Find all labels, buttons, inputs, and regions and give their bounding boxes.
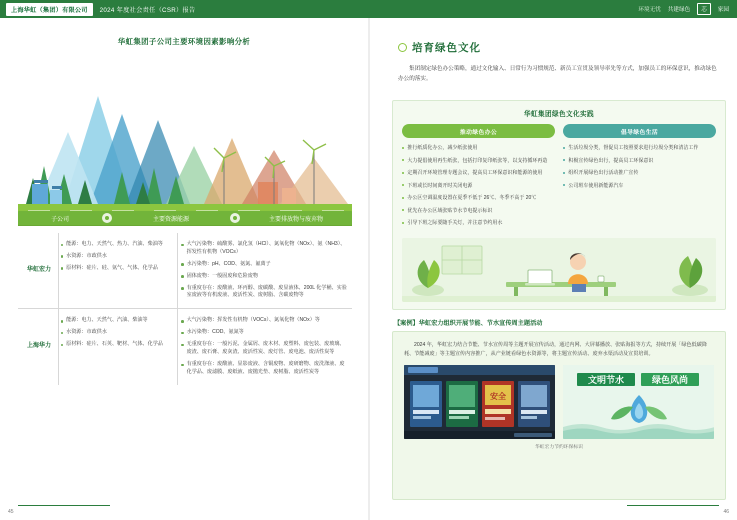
- practice-item: 公司班车使用新能源汽车: [568, 182, 624, 189]
- bullet-icon: [402, 209, 404, 211]
- row-emissions: [177, 233, 352, 308]
- bullet-icon: [181, 332, 184, 335]
- posters-photo: [404, 365, 555, 439]
- resource-item: 能源：电力、天然气、热力、汽油、柴油等: [66, 241, 163, 247]
- svg-text:绿色风尚: 绿色风尚: [651, 375, 689, 386]
- bullet-icon: [181, 320, 184, 323]
- emission-item: 有重度存在：废酸液、显影废液、含铜废物、废研磨物、废洗涤液、废化学品、废滤膜、废纸液、废抛光垫、废树脂、废活性炭等: [186, 360, 345, 375]
- emission-item: 有重度存在：废酸液、环丙醇、废碳酸、废显液体、200L 化学桶、实验室废液等有机废液、废活性炭、废树脂、含碳废物等: [186, 284, 347, 299]
- svg-text:文明节水: 文明节水: [587, 375, 625, 386]
- practice-item: 定期召开环境管理专题会议，提高员工环保意识和能源的使用: [407, 170, 543, 176]
- band-col-3: 主要排放物与废弃物: [268, 216, 323, 223]
- water-poster-photo: [563, 365, 714, 439]
- practice-item: 推行纸质化办公，减少纸张使用: [407, 145, 478, 151]
- case-figure-water: [563, 365, 714, 439]
- page-spread: [0, 18, 737, 520]
- practice-column-body: [563, 144, 716, 190]
- bullet-icon: [181, 364, 184, 367]
- resource-item: 水资源：市政供水: [66, 252, 107, 259]
- table-row: [18, 309, 352, 384]
- band-col-1: 子公司: [50, 216, 69, 223]
- illustration-svg: [18, 54, 352, 230]
- right-page: [370, 18, 737, 520]
- practice-item: 办公区空调温度设置在夏季不低于 26℃、冬季不高于 20℃: [407, 195, 537, 201]
- chart-title: 华虹集团子公司主要环境因素影响分析: [117, 37, 251, 46]
- bullet-icon: [61, 332, 64, 335]
- bullet-icon: [402, 222, 404, 224]
- practice-box-title: 华虹集团绿色文化实践: [524, 111, 594, 118]
- resource-item: 水资源：市政供水: [66, 329, 107, 336]
- office-illustration-svg: [402, 238, 716, 302]
- circle-bullet-icon: [398, 43, 407, 52]
- row-resources: [59, 233, 177, 308]
- practice-item: 生活垃圾分类，督促员工按照要求进行垃圾分类和清洁工作: [568, 145, 699, 151]
- practice-item: 引导下班之际要随手关灯，并注意节约用水: [407, 220, 503, 226]
- bullet-icon: [563, 172, 565, 174]
- bullet-icon: [61, 344, 64, 347]
- bullet-icon: [402, 172, 404, 174]
- environment-factor-table: [18, 233, 352, 385]
- row-company-name: 上海华力: [26, 343, 51, 350]
- right-page-footer: [369, 494, 737, 520]
- practice-item: 积极宣传绿色出行，提高员工环保意识: [568, 157, 654, 164]
- header-nav: [638, 3, 737, 15]
- header-nav-item-3: 芯: [697, 3, 711, 15]
- bullet-icon: [181, 244, 184, 247]
- emission-item: 无重度存在：一般污泥、金属屑、废木材、废塑料、废包装、废玻璃、废渣、废石膏、废灰渣、废活性炭、废灯管、废电池、废活性炭等: [186, 341, 345, 356]
- practice-item: 大力提倡使用再生纸张，包括打印复印纸张等，以支持循环再造: [407, 157, 548, 164]
- practice-columns: [393, 118, 725, 232]
- document-title: 2024 年度社会责任（CSR）报告: [99, 6, 196, 14]
- bullet-icon: [61, 244, 64, 247]
- practice-column-head: 推动绿色办公: [402, 124, 555, 138]
- footer-rule: [627, 505, 719, 506]
- chart-legend-band: [18, 211, 352, 225]
- emission-item: 水污染物：pH、COD、氨氮、氟离子: [186, 260, 271, 267]
- bullet-icon: [563, 184, 565, 186]
- bullet-icon: [563, 147, 565, 149]
- emission-item: 大气污染物：硫酸雾、氯化氢（HCl）、氮氧化物（NOx）、氨（NH3）、挥发性有机物（VOCs）: [186, 241, 346, 255]
- practice-item: 组织开展绿色出行活动推广宣传: [568, 170, 639, 176]
- leaf-icon: [102, 213, 112, 223]
- bullet-icon: [61, 255, 64, 258]
- band-col-2: 主要资源能源: [152, 216, 189, 223]
- bullet-icon: [61, 267, 64, 270]
- header-nav-item-1: 环境无忧: [638, 7, 661, 13]
- practice-column-office: [402, 124, 555, 232]
- row-resources: [59, 309, 177, 384]
- bullet-icon: [402, 147, 404, 149]
- environment-illustration: [18, 54, 352, 230]
- bullet-icon: [61, 320, 64, 323]
- left-page: [0, 18, 368, 520]
- row-company-name: 华虹宏力: [26, 267, 51, 274]
- practice-item: 下班或长时间离开时关闭电源: [407, 182, 473, 189]
- bullet-icon: [402, 197, 404, 199]
- resource-item: 原材料：硅片、硅、氩气、气体、化学品: [66, 264, 158, 271]
- leaf-icon-2: [230, 213, 240, 223]
- document-header-bar: [0, 0, 737, 18]
- row-emissions: [177, 309, 352, 384]
- left-page-footer: [0, 494, 368, 520]
- emission-item: 固体废物：一般固废和危险废物: [186, 272, 258, 279]
- emission-item: 大气污染物：挥发性有机物（VOCs）、氮氧化物（NOx）等: [186, 317, 320, 324]
- practice-item: 优先在办公区域张贴节水节电提示标识: [407, 207, 493, 214]
- case-figures: [393, 359, 725, 439]
- case-heading: [392, 318, 726, 327]
- green-culture-practice-box: [392, 100, 726, 310]
- page-number-left: 45: [8, 509, 14, 515]
- bullet-icon: [402, 159, 404, 161]
- header-nav-item-4: 家园: [717, 7, 729, 13]
- case-title: 【案例】华虹宏力组织开展节能、节水宣传周主题活动: [394, 320, 543, 327]
- bullet-icon: [181, 263, 184, 266]
- office-illustration: [402, 238, 716, 302]
- table-row: [18, 233, 352, 309]
- section-title: 培育绿色文化: [412, 42, 481, 54]
- case-paragraph: 2024 年，华虹宏力结合节能、节水宣传周等主题开展宣传活动，通过内网、大屏幕播放、张贴海报等方式，持续开展「绿色低碳降耗、节能减废」等主题宣传内容推广，从产业链看绿色水资源等，将主题宣传活动、废弃水渠活动及宣贯培训。: [404, 342, 707, 358]
- section-heading: [398, 40, 481, 55]
- svg-text:安全: 安全: [490, 392, 506, 402]
- brand-label: 上海华虹（集团）有限公司: [6, 3, 93, 16]
- resource-item: 能源：电力、天然气、汽油、柴油等: [66, 317, 148, 324]
- emission-item: 水污染物：COD、氨氮等: [186, 329, 244, 336]
- case-figure-caption: 华虹宏力节约环保标识: [535, 445, 583, 451]
- bullet-icon: [181, 344, 184, 347]
- header-nav-item-2: 共建绿色: [667, 7, 691, 13]
- practice-column-life: [563, 124, 716, 232]
- case-figure-posters: [404, 365, 555, 439]
- practice-column-body: [402, 144, 555, 227]
- bullet-icon: [181, 287, 184, 290]
- case-study-box: [392, 318, 726, 500]
- bullet-icon: [563, 159, 565, 161]
- bullet-icon: [181, 275, 184, 278]
- resource-item: 原材料：硅片、石英、靶材、气体、化学品: [66, 341, 163, 348]
- practice-column-head: 倡导绿色生活: [563, 124, 716, 138]
- section-paragraph: 集团制定绿色办公策略，通过文化输入、日常行为习惯规范、新员工宣贯及领导率先等方式，加强员工的环保意识，推动绿色办公的落实。: [398, 66, 717, 83]
- case-body: [392, 331, 726, 500]
- bullet-icon: [402, 184, 404, 186]
- footer-rule: [18, 505, 110, 506]
- page-number-right: 46: [723, 509, 729, 515]
